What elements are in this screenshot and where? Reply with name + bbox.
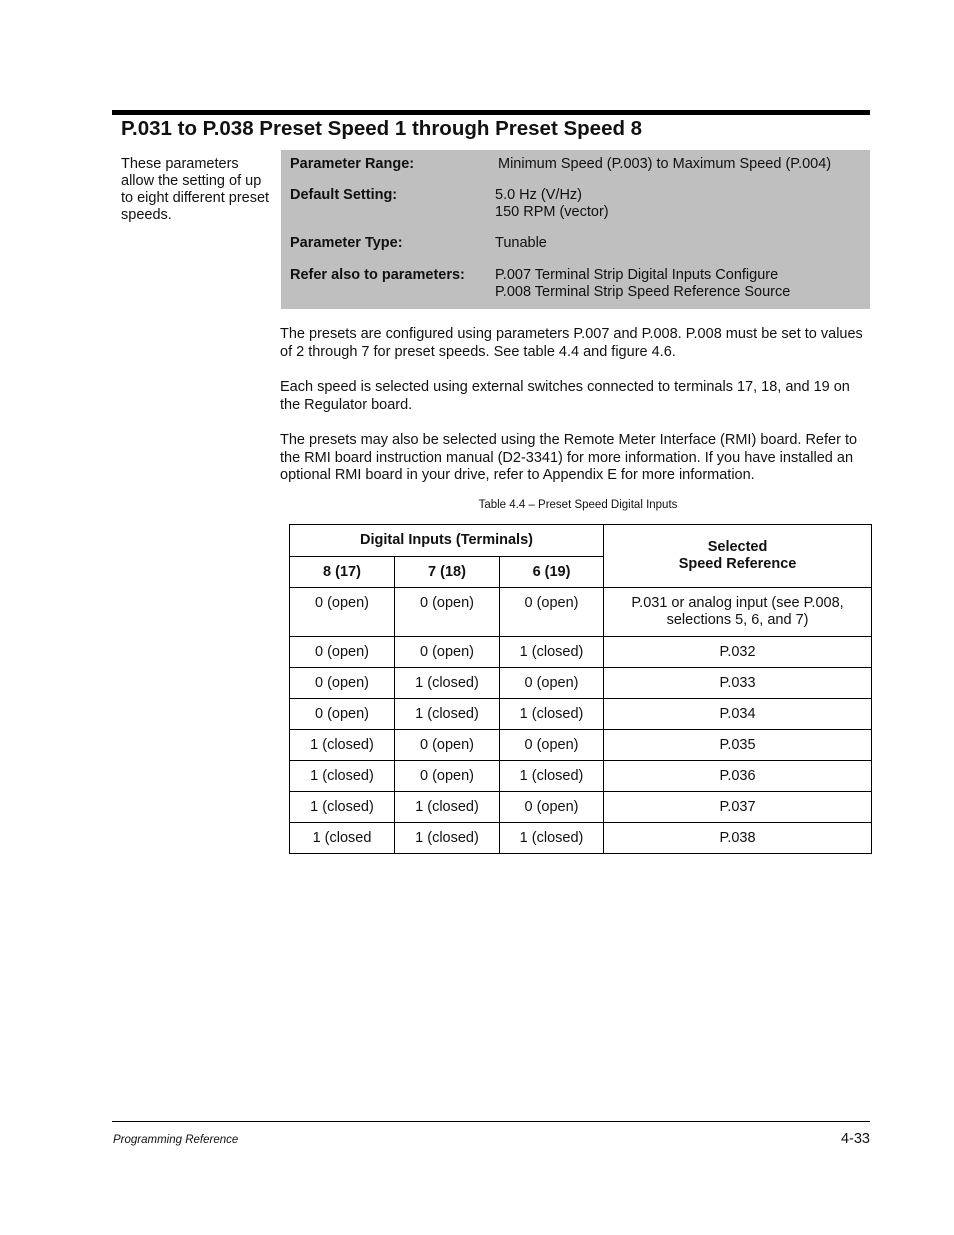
table-cell: 1 (closed) <box>395 668 500 699</box>
table-cell: P.033 <box>604 668 872 699</box>
paragraph-rmi-board: The presets may also be selected using the Remote Meter Interface (RMI) board. Refer to the RMI board instruction manual (D2-3341) for more information. If you have installed an optional RMI board in your drive, refer to Appendix E for more information. <box>280 432 858 483</box>
table-row <box>290 668 872 699</box>
table-cell: 0 (open) <box>500 668 604 699</box>
table-cell: 0 (open) <box>395 761 500 792</box>
paragraph-presets-config: The presets are configured using parameters P.007 and P.008. P.008 must be set to values of 2 through 7 for preset speeds. See table 4.4 and figure 4.6. <box>280 326 863 360</box>
table-row <box>290 823 872 854</box>
table-cell: 1 (closed) <box>395 699 500 730</box>
table-row <box>290 699 872 730</box>
table-cell: 1 (closed) <box>395 792 500 823</box>
table-cell: 0 (open) <box>500 792 604 823</box>
default-setting-vhz: 5.0 Hz (V/Hz) <box>495 187 583 203</box>
column-header-terminal-19: 6 (19) <box>500 557 604 588</box>
selected-header-line2: Speed Reference <box>678 556 797 572</box>
default-setting-value <box>495 187 609 221</box>
table-caption: Table 4.4 – Preset Speed Digital Inputs <box>478 499 678 511</box>
refer-also-label: Refer also to parameters: <box>290 267 465 283</box>
table-cell: 1 (closed) <box>395 823 500 854</box>
default-setting-vector: 150 RPM (vector) <box>495 204 609 220</box>
refer-also-p008: P.008 Terminal Strip Speed Reference Source <box>495 284 791 300</box>
table-row <box>290 637 872 668</box>
table-cell: 1 (closed) <box>290 792 395 823</box>
table-cell: 1 (closed) <box>290 761 395 792</box>
table-cell: 0 (open) <box>395 637 500 668</box>
digital-inputs-header: Digital Inputs (Terminals) <box>290 525 604 557</box>
table-cell: 0 (open) <box>290 588 395 637</box>
table-cell: P.037 <box>604 792 872 823</box>
footer-rule <box>112 1121 870 1122</box>
table-cell: 1 (closed <box>290 823 395 854</box>
preset-speed-table <box>289 524 872 854</box>
paragraph-external-switches: Each speed is selected using external switches connected to terminals 17, 18, and 19 on the Regulator board. <box>280 379 850 413</box>
parameter-range-label: Parameter Range: <box>290 156 415 172</box>
table-row <box>290 730 872 761</box>
table-cell: 0 (open) <box>290 637 395 668</box>
parameter-info-box <box>281 150 870 309</box>
table-cell: P.031 or analog input (see P.008, selections 5, 6, and 7) <box>604 588 872 637</box>
side-note: These parameters allow the setting of up to eight different preset speeds. <box>121 156 270 223</box>
table-cell: P.036 <box>604 761 872 792</box>
table-cell: 1 (closed) <box>500 637 604 668</box>
table-cell: 1 (closed) <box>500 761 604 792</box>
column-header-terminal-17: 8 (17) <box>290 557 395 588</box>
table-row <box>290 588 872 637</box>
page-title: P.031 to P.038 Preset Speed 1 through Preset Speed 8 <box>121 117 643 140</box>
table-cell: 1 (closed) <box>290 730 395 761</box>
refer-also-p007: P.007 Terminal Strip Digital Inputs Configure <box>495 267 779 283</box>
default-setting-label: Default Setting: <box>290 187 398 203</box>
table-cell: P.035 <box>604 730 872 761</box>
table-cell: P.038 <box>604 823 872 854</box>
table-cell: 1 (closed) <box>500 823 604 854</box>
page-number: 4-33 <box>840 1131 870 1147</box>
table-row <box>290 761 872 792</box>
table-cell: 0 (open) <box>500 588 604 637</box>
parameter-range-value: Minimum Speed (P.003) to Maximum Speed (P.004) <box>498 156 832 172</box>
table-cell: 0 (open) <box>500 730 604 761</box>
refer-also-value <box>495 267 790 301</box>
column-header-terminal-18: 7 (18) <box>395 557 500 588</box>
title-rule <box>112 110 870 115</box>
selected-speed-reference-header <box>604 525 872 588</box>
table-cell: 0 (open) <box>290 668 395 699</box>
selected-header-line1: Selected <box>707 539 768 555</box>
table-cell: 0 (open) <box>290 699 395 730</box>
table-row <box>290 792 872 823</box>
table-cell: 1 (closed) <box>500 699 604 730</box>
footer-section-title: Programming Reference <box>113 1134 239 1146</box>
parameter-type-label: Parameter Type: <box>290 235 403 251</box>
table-cell: P.032 <box>604 637 872 668</box>
table-cell: 0 (open) <box>395 588 500 637</box>
parameter-type-value: Tunable <box>495 235 547 251</box>
table-cell: 0 (open) <box>395 730 500 761</box>
table-cell: P.034 <box>604 699 872 730</box>
